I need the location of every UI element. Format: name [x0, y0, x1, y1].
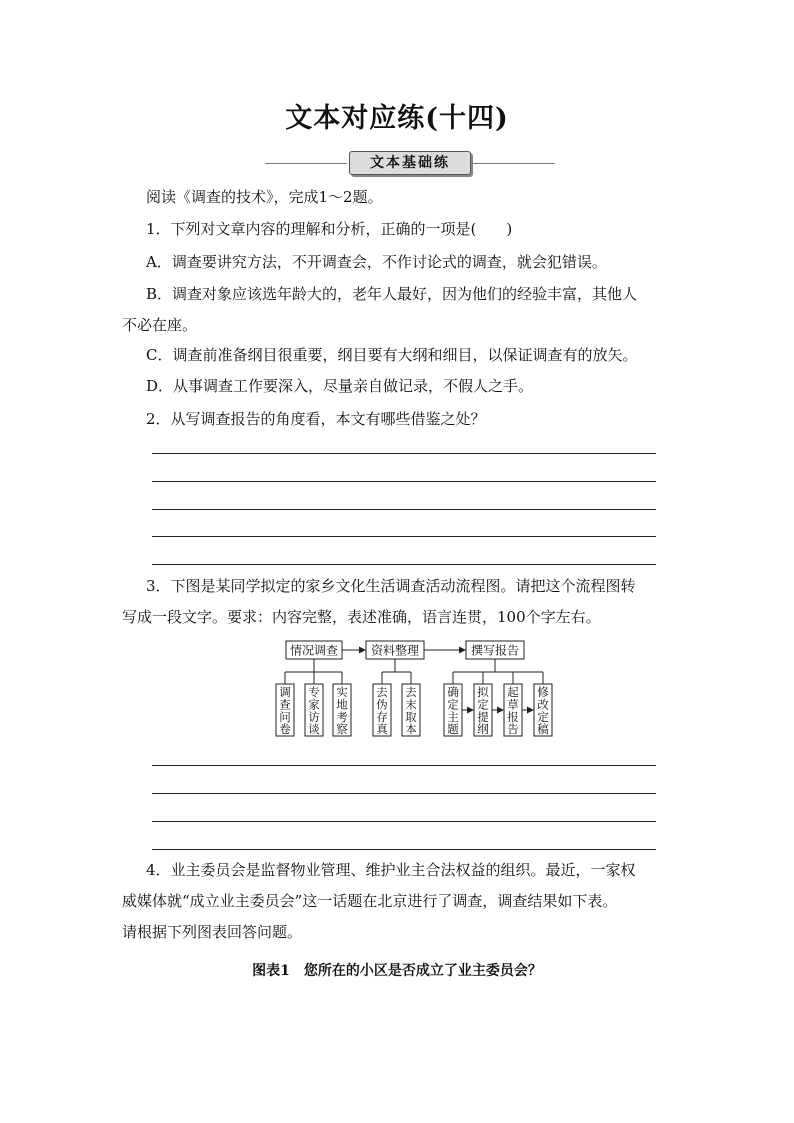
question-1-option-c: C．调查前准备纲目很重要，纲目要有大纲和细目，以保证调查有的放矢。 [146, 346, 638, 364]
flowchart-stage-label: 资料整理 [370, 643, 420, 658]
flowchart-substep-label: 起草报告 [507, 685, 519, 737]
section-label: 文本基础练 [349, 151, 471, 175]
flowchart-substep-label: 去末取本 [405, 685, 417, 737]
question-1-stem: 1．下列对文章内容的理解和分析，正确的一项是( ) [146, 220, 513, 238]
question-4-line-1: 4．业主委员会是监督物业管理、维护业主合法权益的组织。最近，一家权 [146, 861, 636, 879]
flowchart-substep-label: 实地考察 [336, 685, 348, 737]
answer-line [152, 849, 656, 850]
question-3-line-2: 写成一段文字。要求：内容完整，表述准确，语言连贯，100个字左右。 [122, 608, 601, 626]
question-4-line-2: 威媒体就“成立业主委员会”这一话题在北京进行了调查，调查结果如下表。 [122, 892, 618, 910]
flowchart-substep-label: 去伪存真 [376, 685, 388, 737]
question-1-option-b-continued: 不必在座。 [122, 316, 198, 334]
answer-line [152, 793, 656, 794]
answer-line [152, 765, 656, 766]
page-title: 文本对应练(十四) [285, 103, 509, 134]
answer-line [152, 821, 656, 822]
flowchart-substep-label: 修改定稿 [537, 685, 549, 737]
figure-caption: 图表1 您所在的小区是否成立了业主委员会？ [252, 963, 542, 979]
question-4-line-3: 请根据下列图表回答问题。 [122, 923, 303, 941]
flowchart-substep-label: 确定主题 [447, 685, 459, 737]
flowchart-substep-label: 调查问卷 [279, 685, 291, 737]
question-2-stem: 2．从写调查报告的角度看，本文有哪些借鉴之处？ [146, 410, 486, 428]
flowchart-stage-label: 撰写报告 [470, 643, 520, 658]
reading-instruction: 阅读《调查的技术》，完成1～2题。 [146, 188, 383, 206]
question-1-option-a: A．调查要讲究方法，不开调查会，不作讨论式的调查，就会犯错误。 [146, 253, 607, 271]
question-1-option-b: B．调查对象应该选年龄大的，老年人最好，因为他们的经验丰富，其他人 [146, 285, 638, 303]
flowchart-substep-label: 拟定提纲 [477, 685, 489, 737]
flowchart-stage-label: 情况调查 [289, 643, 339, 658]
question-3-line-1: 3．下图是某同学拟定的家乡文化生活调查活动流程图。请把这个流程图转 [146, 577, 636, 595]
flowchart-substep-label: 专家访谈 [308, 685, 320, 737]
question-1-option-d: D．从事调查工作要深入，尽量亲自做记录，不假人之手。 [146, 377, 534, 395]
